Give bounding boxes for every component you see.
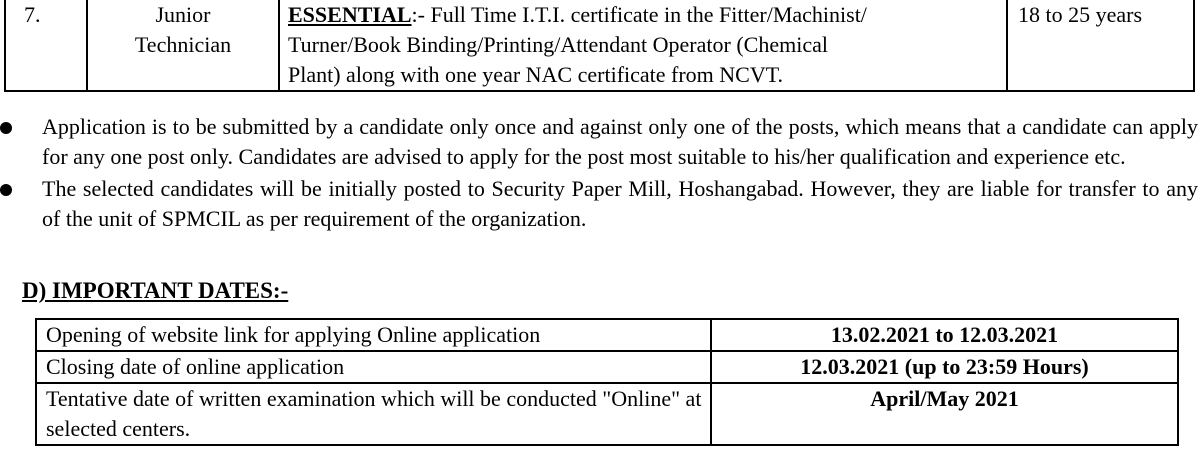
qualification-cell xyxy=(279,0,1007,91)
table-row xyxy=(36,351,1178,383)
serial-number: 7. xyxy=(5,0,87,91)
date-label: Opening of website link for applying Online application xyxy=(36,319,711,351)
important-dates-table xyxy=(35,318,1179,446)
date-label: Closing date of online application xyxy=(36,351,711,383)
list-item xyxy=(0,112,1204,172)
bullet-text: The selected candidates will be initially posted to Security Paper Mill, Hoshangabad. However, they are liable for transfer to any of the unit of SPMCIL as per requirement of the organization. xyxy=(42,176,1198,231)
qualification-line2: Turner/Book Binding/Printing/Attendant Operator (Chemical xyxy=(288,32,828,57)
table-row xyxy=(36,383,1178,445)
post-table xyxy=(4,0,1195,92)
age-limit: 18 to 25 years xyxy=(1007,0,1194,91)
bullet-icon xyxy=(0,184,12,196)
date-label: Tentative date of written examination which will be conducted "Online" at selected centers. xyxy=(36,383,711,445)
table-row xyxy=(36,319,1178,351)
qualification-line3: Plant) along with one year NAC certificate from NCVT. xyxy=(288,62,784,87)
qualification-line1: :- Full Time I.T.I. certificate in the Fitter/Machinist/ xyxy=(411,2,867,27)
table-row xyxy=(5,0,1194,91)
bullet-icon xyxy=(0,122,12,134)
section-heading: D) IMPORTANT DATES:- xyxy=(22,278,289,303)
essential-label: ESSENTIAL xyxy=(288,2,412,27)
date-value: 12.03.2021 (up to 23:59 Hours) xyxy=(711,351,1178,383)
date-value: 13.02.2021 to 12.03.2021 xyxy=(711,319,1178,351)
notes-list xyxy=(0,112,1204,236)
post-name xyxy=(87,0,279,91)
post-name-line1: Junior xyxy=(155,2,211,27)
post-name-line2: Technician xyxy=(134,32,232,57)
list-item xyxy=(0,174,1204,234)
date-value: April/May 2021 xyxy=(711,383,1178,445)
bullet-text: Application is to be submitted by a candidate only once and against only one of the posts, which means that a candidate can apply for any one post only. Candidates are advised to apply for the post most suitable to his/her qualification and experience etc. xyxy=(42,114,1198,169)
